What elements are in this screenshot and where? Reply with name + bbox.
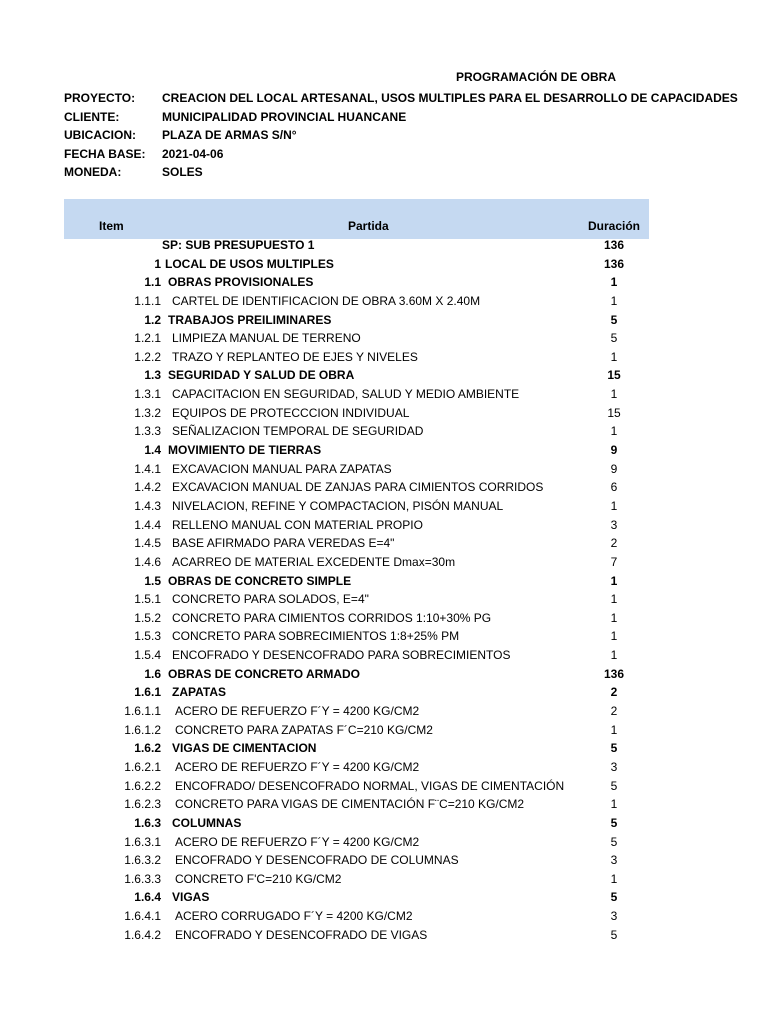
table-row xyxy=(0,422,768,441)
row-partida: CARTEL DE IDENTIFICACION DE OBRA 3.60M X 2.40M xyxy=(172,293,481,308)
row-duracion: 15 xyxy=(607,405,621,420)
table-row xyxy=(0,329,768,348)
row-partida: TRABAJOS PREILIMINARES xyxy=(168,312,332,327)
row-item-number: 1.5 xyxy=(144,573,161,588)
row-item-number: 1.6.4.2 xyxy=(124,927,161,942)
row-partida: LOCAL DE USOS MULTIPLES xyxy=(165,256,334,271)
table-row xyxy=(0,851,768,870)
project-metadata xyxy=(0,89,768,182)
row-item-number: 1.2.1 xyxy=(134,331,161,346)
row-duracion: 9 xyxy=(610,443,618,458)
row-item-number: 1.5.1 xyxy=(134,592,161,607)
row-duracion: 1 xyxy=(610,424,618,439)
row-item-number: 1.6.2.3 xyxy=(124,797,161,812)
meta-value: PLAZA DE ARMAS S/N° xyxy=(162,128,297,143)
row-duracion: 1 xyxy=(610,610,618,625)
meta-row-ubicacion xyxy=(0,126,768,145)
row-item-number: 1.5.2 xyxy=(134,610,161,625)
row-partida: RELLENO MANUAL CON MATERIAL PROPIO xyxy=(172,517,423,532)
row-partida: LIMPIEZA MANUAL DE TERRENO xyxy=(172,331,361,346)
row-item-number: 1.4.5 xyxy=(134,536,161,551)
table-row xyxy=(0,888,768,907)
row-duracion: 2 xyxy=(610,704,618,719)
meta-label: FECHA BASE: xyxy=(64,146,146,161)
row-duracion: 1 xyxy=(610,871,618,886)
table-row xyxy=(0,497,768,516)
meta-row-cliente xyxy=(0,108,768,127)
row-item-number: 1.6.3.3 xyxy=(124,871,161,886)
meta-row-moneda xyxy=(0,163,768,182)
table-row xyxy=(0,553,768,572)
row-partida: ACERO CORRUGADO F´Y = 4200 KG/CM2 xyxy=(175,909,413,924)
row-duracion: 3 xyxy=(610,759,618,774)
row-duracion: 15 xyxy=(607,368,621,383)
row-partida: ACARREO DE MATERIAL EXCEDENTE Dmax=30m xyxy=(172,554,456,569)
row-duracion: 1 xyxy=(610,648,618,663)
row-partida: ENCOFRADO Y DESENCOFRADO PARA SOBRECIMIENTOS xyxy=(172,648,511,663)
row-item-number: 1.4.3 xyxy=(134,498,161,513)
row-duracion: 1 xyxy=(610,349,618,364)
table-row xyxy=(0,702,768,721)
table-row xyxy=(0,236,768,255)
row-partida: ACERO DE REFUERZO F´Y = 4200 KG/CM2 xyxy=(175,704,420,719)
meta-label: MONEDA: xyxy=(64,165,122,180)
row-item-number: 1.6.1.1 xyxy=(124,704,161,719)
row-item-number: 1.6.4 xyxy=(134,890,161,905)
table-row xyxy=(0,441,768,460)
column-header-duracion: Duración xyxy=(588,219,641,233)
table-row xyxy=(0,292,768,311)
row-partida: CAPACITACION EN SEGURIDAD, SALUD Y MEDIO AMBIENTE xyxy=(172,387,520,402)
table-row xyxy=(0,795,768,814)
row-duracion: 5 xyxy=(610,890,618,905)
row-item-number: 1.2.2 xyxy=(134,349,161,364)
row-item-number: 1.4 xyxy=(144,443,161,458)
row-duracion: 1 xyxy=(610,629,618,644)
table-row xyxy=(0,385,768,404)
table-row xyxy=(0,683,768,702)
table-row xyxy=(0,758,768,777)
meta-value: SOLES xyxy=(162,165,203,180)
table-row xyxy=(0,907,768,926)
row-duracion: 7 xyxy=(610,554,618,569)
table-row xyxy=(0,926,768,945)
row-partida: EXCAVACION MANUAL PARA ZAPATAS xyxy=(172,461,392,476)
table-row xyxy=(0,366,768,385)
table-row xyxy=(0,814,768,833)
meta-row-fecha-base xyxy=(0,145,768,164)
table-row xyxy=(0,516,768,535)
row-duracion: 5 xyxy=(610,331,618,346)
row-duracion: 136 xyxy=(603,666,625,681)
table-row xyxy=(0,273,768,292)
row-partida: CONCRETO F'C=210 KG/CM2 xyxy=(175,871,342,886)
row-item-number: 1.3.2 xyxy=(134,405,161,420)
schedule-table-body xyxy=(0,236,768,944)
column-header-item: Item xyxy=(99,219,124,233)
row-duracion: 5 xyxy=(610,741,618,756)
row-item-number: 1.1 xyxy=(144,275,161,290)
meta-value: CREACION DEL LOCAL ARTESANAL, USOS MULTIPLES PARA EL DESARROLLO DE CAPACIDADES xyxy=(162,91,738,105)
row-partida: CONCRETO PARA ZAPATAS F´C=210 KG/CM2 xyxy=(175,722,433,737)
row-partida: ENCOFRADO Y DESENCOFRADO DE VIGAS xyxy=(175,927,428,942)
row-item-number: 1.6.3 xyxy=(134,815,161,830)
row-duracion: 3 xyxy=(610,909,618,924)
row-duracion: 2 xyxy=(610,536,618,551)
row-duracion: 3 xyxy=(610,517,618,532)
row-item-number: 1.4.1 xyxy=(134,461,161,476)
row-partida: OBRAS PROVISIONALES xyxy=(168,275,314,290)
row-partida: ENCOFRADO/ DESENCOFRADO NORMAL, VIGAS DE CIMENTACIÓN xyxy=(175,778,565,793)
row-item-number: 1.6.2.2 xyxy=(124,778,161,793)
table-row xyxy=(0,609,768,628)
document-title: PROGRAMACIÓN DE OBRA xyxy=(456,70,617,84)
meta-value: 2021-04-06 xyxy=(162,146,224,161)
meta-label: PROYECTO: xyxy=(64,91,136,105)
row-item-number: 1.6.3.1 xyxy=(124,834,161,849)
row-partida: BASE AFIRMADO PARA VEREDAS E=4" xyxy=(172,536,395,551)
table-row xyxy=(0,572,768,591)
row-duracion: 1 xyxy=(610,797,618,812)
row-partida: OBRAS DE CONCRETO SIMPLE xyxy=(168,573,352,588)
row-duracion: 5 xyxy=(610,312,618,327)
row-duracion: 136 xyxy=(603,256,625,271)
row-partida: MOVIMIENTO DE TIERRAS xyxy=(168,443,322,458)
row-item-number: 1.6.3.2 xyxy=(124,853,161,868)
row-partida: CONCRETO PARA SOBRECIMIENTOS 1:8+25% PM xyxy=(172,629,460,644)
row-duracion: 5 xyxy=(610,834,618,849)
row-partida: SEGURIDAD Y SALUD DE OBRA xyxy=(168,368,355,383)
row-duracion: 3 xyxy=(610,853,618,868)
row-item-number: 1.6.1 xyxy=(134,685,161,700)
row-item-number: 1.6 xyxy=(144,666,161,681)
column-header-partida: Partida xyxy=(348,219,389,233)
row-partida: ACERO DE REFUERZO F´Y = 4200 KG/CM2 xyxy=(175,834,420,849)
row-item-number: 1.6.2.1 xyxy=(124,759,161,774)
table-row xyxy=(0,870,768,889)
row-duracion: 1 xyxy=(610,573,618,588)
row-item-number: 1.3 xyxy=(144,368,161,383)
row-duracion: 1 xyxy=(610,387,618,402)
row-item-number: 1.6.1.2 xyxy=(124,722,161,737)
table-row xyxy=(0,255,768,274)
row-partida: COLUMNAS xyxy=(172,815,242,830)
row-partida: EXCAVACION MANUAL DE ZANJAS PARA CIMIENTOS CORRIDOS xyxy=(172,480,544,495)
row-duracion: 5 xyxy=(610,778,618,793)
row-duracion: 5 xyxy=(610,927,618,942)
table-row xyxy=(0,348,768,367)
row-duracion: 136 xyxy=(603,238,625,252)
table-row xyxy=(0,590,768,609)
row-duracion: 5 xyxy=(610,815,618,830)
row-partida: TRAZO Y REPLANTEO DE EJES Y NIVELES xyxy=(172,349,418,364)
row-partida: OBRAS DE CONCRETO ARMADO xyxy=(168,666,361,681)
row-duracion: 1 xyxy=(610,592,618,607)
row-item-number: 1.3.1 xyxy=(134,387,161,402)
row-duracion: 6 xyxy=(610,480,618,495)
row-partida: EQUIPOS DE PROTECCCION INDIVIDUAL xyxy=(172,405,410,420)
row-item-number: 1.4.6 xyxy=(134,554,161,569)
meta-row-proyecto xyxy=(0,89,768,108)
table-row xyxy=(0,721,768,740)
row-partida: ACERO DE REFUERZO F´Y = 4200 KG/CM2 xyxy=(175,759,420,774)
row-item-number: 1.2 xyxy=(144,312,161,327)
table-row xyxy=(0,665,768,684)
row-duracion: 1 xyxy=(610,293,618,308)
table-row xyxy=(0,404,768,423)
meta-value: MUNICIPALIDAD PROVINCIAL HUANCANE xyxy=(162,109,407,124)
meta-label: CLIENTE: xyxy=(64,109,120,124)
row-duracion: 1 xyxy=(610,722,618,737)
table-row xyxy=(0,627,768,646)
table-row xyxy=(0,833,768,852)
row-item-number: 1.1.1 xyxy=(134,293,161,308)
row-partida: VIGAS xyxy=(172,890,210,905)
row-partida: CONCRETO PARA VIGAS DE CIMENTACIÓN F¨C=210 KG/CM2 xyxy=(175,797,525,812)
row-partida: ZAPATAS xyxy=(172,685,226,700)
row-partida: CONCRETO PARA CIMIENTOS CORRIDOS 1:10+30% PG xyxy=(172,610,492,625)
row-partida: NIVELACION, REFINE Y COMPACTACION, PISÓN MANUAL xyxy=(172,498,504,513)
table-row xyxy=(0,646,768,665)
row-item-number: 1.4.4 xyxy=(134,517,161,532)
row-duracion: 1 xyxy=(610,275,618,290)
table-row xyxy=(0,311,768,330)
table-row xyxy=(0,478,768,497)
row-item-number: 1.5.3 xyxy=(134,629,161,644)
row-partida: SP: SUB PRESUPUESTO 1 xyxy=(162,238,315,252)
table-row xyxy=(0,777,768,796)
meta-label: UBICACION: xyxy=(64,128,136,143)
row-item-number: 1.6.4.1 xyxy=(124,909,161,924)
table-row xyxy=(0,534,768,553)
row-item-number: 1.5.4 xyxy=(134,648,161,663)
row-item-number: 1.3.3 xyxy=(134,424,161,439)
table-row xyxy=(0,739,768,758)
row-partida: ENCOFRADO Y DESENCOFRADO DE COLUMNAS xyxy=(175,853,459,868)
row-duracion: 9 xyxy=(610,461,618,476)
row-duracion: 1 xyxy=(610,498,618,513)
row-partida: VIGAS DE CIMENTACION xyxy=(172,741,317,756)
row-item-number: 1.6.2 xyxy=(134,741,161,756)
row-item-number: 1.4.2 xyxy=(134,480,161,495)
row-partida: SEÑALIZACION TEMPORAL DE SEGURIDAD xyxy=(172,424,424,439)
row-partida: CONCRETO PARA SOLADOS, E=4" xyxy=(172,592,369,607)
row-duracion: 2 xyxy=(610,685,618,700)
row-item-number: 1 xyxy=(154,256,161,271)
table-row xyxy=(0,460,768,479)
